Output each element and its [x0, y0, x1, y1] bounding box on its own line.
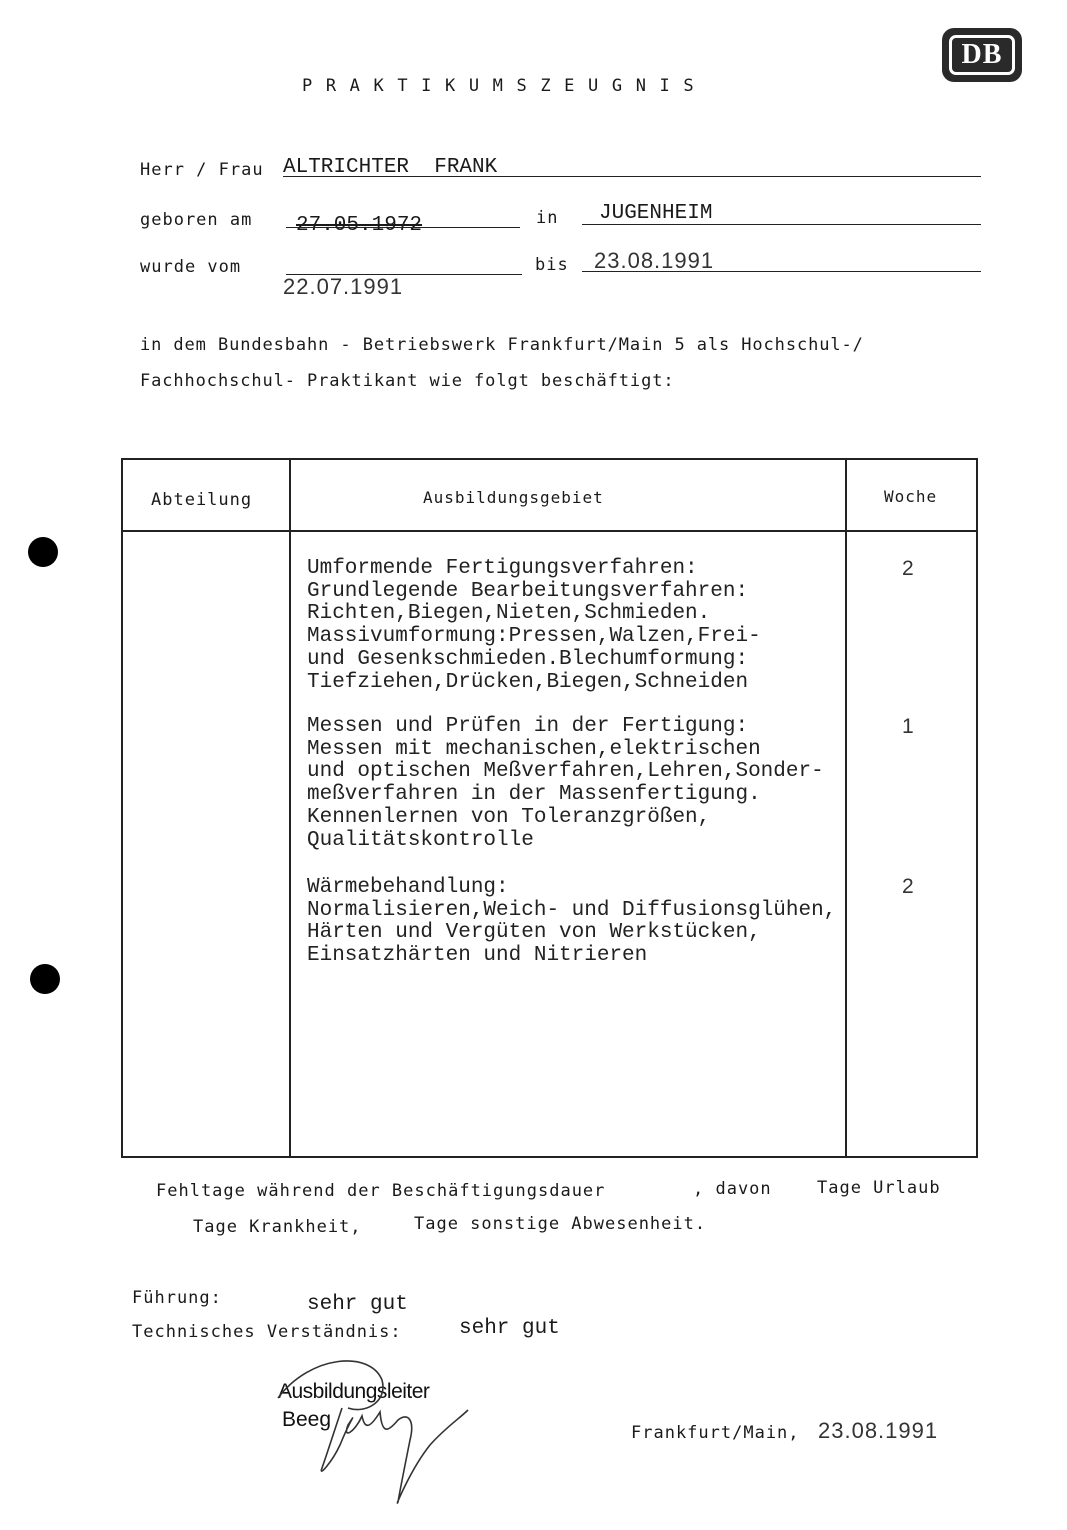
absence-total-label: Fehltage während der Beschäftigungsdauer	[156, 1181, 606, 1201]
handwritten-signature	[270, 1350, 480, 1520]
absence-other-label: Tage sonstige Abwesenheit.	[414, 1214, 707, 1234]
header-area: Ausbildungsgebiet	[423, 488, 604, 507]
weeks-heat-treatment: 2	[902, 875, 914, 898]
page-title: PRAKTIKUMSZEUGNIS	[302, 76, 708, 96]
absence-vacation-label: Tage Urlaub	[817, 1178, 941, 1198]
training-entry-measuring: Messen und Prüfen in der Fertigung: Messen mit mechanischen,elektrischen und optischen Meßverfahren,Lehren,Sonder- meßverfahren in der Massenfertigung. Kennenlernen von Toleranzgrößen, Qualitätskontrolle	[307, 715, 824, 852]
punch-hole-bottom	[30, 964, 60, 994]
intro-line-1: in dem Bundesbahn - Betriebswerk Frankfurt/Main 5 als Hochschul-/	[140, 335, 864, 355]
training-entry-forming: Umformende Fertigungsverfahren: Grundlegende Bearbeitungsverfahren: Richten,Biegen,Nieten,Schmieden. Massivumformung:Pressen,Walzen,Frei- und Gesenkschmieden.Blechumformung: Tiefziehen,Drücken,Biegen,Schneiden	[307, 557, 761, 694]
period-from-date: 22.07.1991	[283, 274, 404, 299]
place-date-label: Frankfurt/Main,	[631, 1423, 800, 1443]
db-logo	[942, 28, 1022, 82]
born-label: geboren am	[140, 210, 253, 230]
period-to-label: bis	[535, 255, 569, 275]
name-underline	[283, 176, 981, 177]
period-to-underline	[582, 271, 981, 272]
header-weeks: Woche	[884, 487, 938, 506]
signature-role: Ausbildungsleiter	[278, 1380, 430, 1403]
table-col-divider-2	[845, 460, 847, 1157]
born-in-label: in	[536, 208, 559, 228]
conduct-label: Führung:	[132, 1288, 222, 1308]
conduct-value: sehr gut	[307, 1293, 408, 1316]
db-logo-text: DB	[949, 35, 1015, 75]
header-department: Abteilung	[151, 490, 253, 510]
salutation-label: Herr / Frau	[140, 160, 264, 180]
technical-value: sehr gut	[459, 1317, 560, 1340]
born-place-underline	[582, 224, 981, 225]
period-from-label: wurde vom	[140, 257, 242, 277]
absence-of-which: , davon	[693, 1179, 772, 1199]
issue-date: 23.08.1991	[818, 1418, 939, 1443]
signature-name: Beeg	[282, 1408, 332, 1431]
punch-hole-top	[28, 537, 58, 567]
period-to-date: 23.08.1991	[594, 248, 715, 273]
technical-label: Technisches Verständnis:	[132, 1322, 402, 1342]
intro-line-2: Fachhochschul- Praktikant wie folgt beschäftigt:	[140, 371, 675, 391]
absence-sick-label: Tage Krankheit,	[193, 1217, 362, 1237]
table-header-divider	[122, 530, 978, 532]
training-entry-heat-treatment: Wärmebehandlung: Normalisieren,Weich- und Diffusionsglühen, Härten und Vergüten von Werkstücken, Einsatzhärten und Nitrieren	[307, 876, 837, 968]
born-date: 27.05.1972	[296, 214, 423, 237]
weeks-forming: 2	[902, 557, 914, 580]
person-name: ALTRICHTER FRANK	[283, 156, 498, 179]
table-col-divider-1	[289, 460, 291, 1157]
weeks-measuring: 1	[902, 715, 914, 738]
born-place: JUGENHEIM	[599, 202, 713, 225]
born-date-underline	[286, 227, 520, 228]
